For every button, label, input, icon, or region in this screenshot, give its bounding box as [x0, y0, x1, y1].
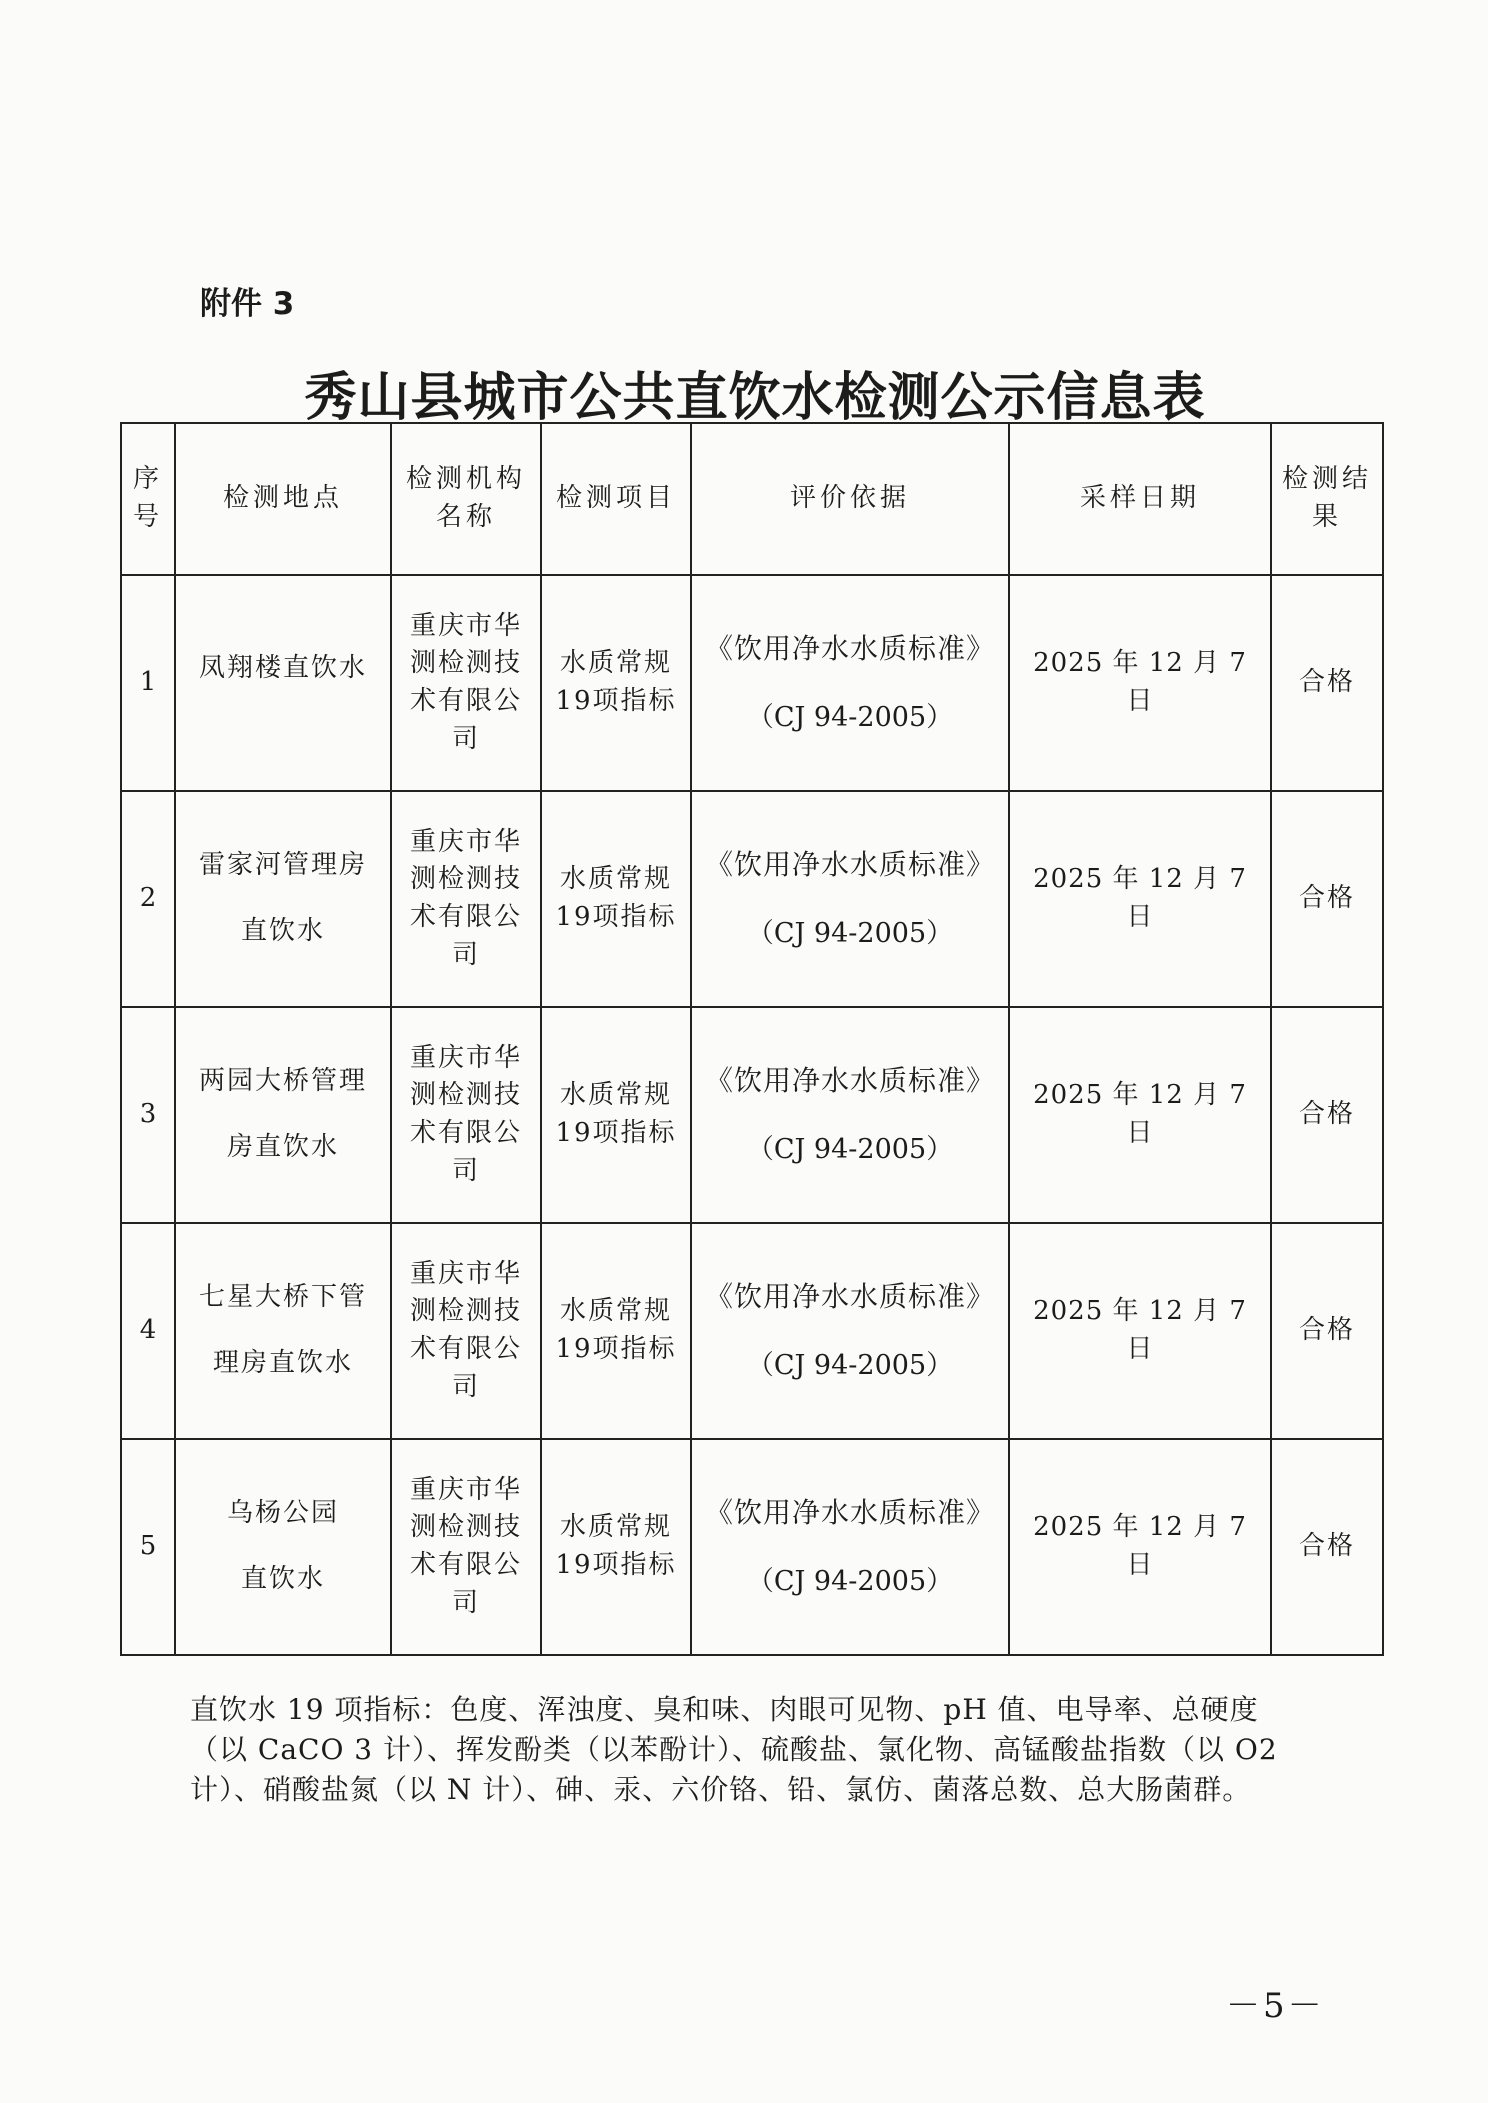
location-line-2: 直饮水	[240, 1564, 325, 1594]
table-row	[121, 791, 1383, 1007]
cell-items: 水质常规19项指标	[541, 1439, 691, 1655]
cell-basis	[691, 1223, 1009, 1439]
indicator-note: 直饮水 19 项指标：色度、浑浊度、臭和味、肉眼可见物、pH 值、电导率、总硬度（以 CaCO 3 计）、挥发酚类（以苯酚计）、硫酸盐、氯化物、高锰酸盐指数（以 O2 计）、硝酸盐氮（以 N 计）、砷、汞、六价铬、铅、氯仿、菌落总数、总大肠菌群。	[190, 1693, 1278, 1806]
cell-result: 合格	[1271, 1439, 1383, 1655]
header-items: 检测项目	[541, 423, 691, 575]
location-line-1: 乌杨公园	[226, 1498, 339, 1529]
location-line-2: 理房直饮水	[212, 1348, 353, 1378]
cell-seq: 4	[121, 1223, 175, 1439]
cell-org: 重庆市华测检测技术有限公司	[391, 1439, 541, 1655]
cell-basis	[691, 575, 1009, 791]
header-basis: 评价依据	[691, 423, 1009, 575]
cell-org: 重庆市华测检测技术有限公司	[391, 791, 541, 1007]
basis-code: （CJ 94-2005）	[746, 1133, 954, 1165]
cell-date: 2025 年 12 月 7 日	[1009, 1439, 1271, 1655]
basis-standard: 《饮用净水水质标准》	[704, 632, 995, 666]
table-row	[121, 1007, 1383, 1223]
cell-result: 合格	[1271, 575, 1383, 791]
basis-code: （CJ 94-2005）	[746, 1565, 954, 1597]
header-seq: 序号	[121, 423, 175, 575]
cell-result: 合格	[1271, 1007, 1383, 1223]
basis-code: （CJ 94-2005）	[746, 917, 954, 949]
cell-basis	[691, 1007, 1009, 1223]
page-title: 秀山县城市公共直饮水检测公示信息表	[304, 368, 1206, 428]
cell-org: 重庆市华测检测技术有限公司	[391, 575, 541, 791]
cell-basis	[691, 791, 1009, 1007]
cell-items: 水质常规19项指标	[541, 1223, 691, 1439]
location-line-2: 直饮水	[240, 916, 325, 946]
basis-standard: 《饮用净水水质标准》	[704, 848, 995, 882]
cell-items: 水质常规19项指标	[541, 1007, 691, 1223]
cell-result: 合格	[1271, 1223, 1383, 1439]
cell-org: 重庆市华测检测技术有限公司	[391, 1007, 541, 1223]
cell-items: 水质常规19项指标	[541, 575, 691, 791]
location-line-1: 凤翔楼直饮水	[198, 653, 367, 684]
basis-standard: 《饮用净水水质标准》	[704, 1064, 995, 1098]
attachment-label: 附件 3	[200, 286, 295, 322]
cell-date: 2025 年 12 月 7 日	[1009, 1007, 1271, 1223]
cell-seq: 3	[121, 1007, 175, 1223]
header-location: 检测地点	[175, 423, 391, 575]
header-result: 检测结果	[1271, 423, 1383, 575]
page-number: －5－	[1226, 1986, 1325, 2026]
cell-location	[175, 575, 391, 791]
table-row	[121, 1223, 1383, 1439]
table-row	[121, 1439, 1383, 1655]
basis-standard: 《饮用净水水质标准》	[704, 1496, 995, 1530]
cell-date: 2025 年 12 月 7 日	[1009, 1223, 1271, 1439]
header-date: 采样日期	[1009, 423, 1271, 575]
header-org: 检测机构名称	[391, 423, 541, 575]
location-line-2: 房直饮水	[226, 1132, 339, 1162]
table-row	[121, 575, 1383, 791]
cell-basis	[691, 1439, 1009, 1655]
cell-seq: 2	[121, 791, 175, 1007]
cell-location	[175, 1223, 391, 1439]
location-line-1: 七星大桥下管	[198, 1282, 367, 1313]
basis-code: （CJ 94-2005）	[746, 701, 954, 733]
location-line-1: 两园大桥管理	[198, 1066, 367, 1097]
cell-location	[175, 1439, 391, 1655]
cell-location	[175, 791, 391, 1007]
inspection-table	[120, 422, 1384, 1656]
cell-seq: 5	[121, 1439, 175, 1655]
cell-date: 2025 年 12 月 7 日	[1009, 791, 1271, 1007]
cell-location	[175, 1007, 391, 1223]
cell-result: 合格	[1271, 791, 1383, 1007]
basis-code: （CJ 94-2005）	[746, 1349, 954, 1381]
cell-date: 2025 年 12 月 7 日	[1009, 575, 1271, 791]
table-header-row	[121, 423, 1383, 575]
cell-seq: 1	[121, 575, 175, 791]
cell-items: 水质常规19项指标	[541, 791, 691, 1007]
basis-standard: 《饮用净水水质标准》	[704, 1280, 995, 1314]
location-line-1: 雷家河管理房	[198, 850, 367, 881]
cell-org: 重庆市华测检测技术有限公司	[391, 1223, 541, 1439]
